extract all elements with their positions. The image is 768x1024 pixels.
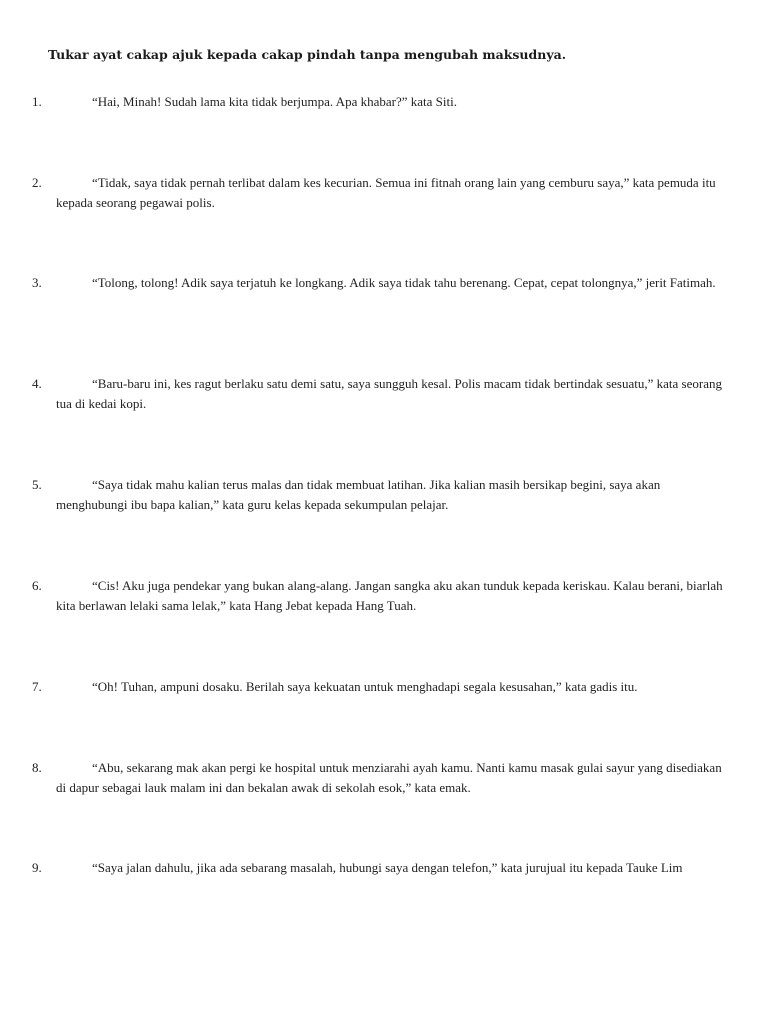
question-text: “Oh! Tuhan, ampuni dosaku. Berilah saya kekuatan untuk menghadapi segala kesusahan,” kata gadis itu. [92, 679, 638, 694]
question-number: 2. [32, 175, 42, 190]
question-number: 9. [32, 860, 42, 875]
question-text: “Abu, sekarang mak akan pergi ke hospital untuk menziarahi ayah kamu. Nanti kamu masak gulai sayur yang disediakan di dapur sebagai lauk malam ini dan bekalan awak di sekolah esok,” kata emak. [56, 760, 722, 795]
question-number: 6. [32, 578, 42, 593]
question-text: “Tidak, saya tidak pernah terlibat dalam kes kecurian. Semua ini fitnah orang lain yang cemburu saya,” kata pemuda itu kepada seorang pegawai polis. [56, 175, 716, 210]
question-number: 3. [32, 275, 42, 290]
question-text: “Saya tidak mahu kalian terus malas dan tidak membuat latihan. Jika kalian masih bersikap begini, saya akan menghubungi ibu bapa kalian,” kata guru kelas kepada sekumpulan pelajar. [56, 477, 661, 512]
worksheet-instruction: Tukar ayat cakap ajuk kepada cakap pindah tanpa mengubah maksudnya. [48, 47, 567, 62]
question-text: “Saya jalan dahulu, jika ada sebarang masalah, hubungi saya dengan telefon,” kata jurujual itu kepada Tauke Lim [92, 860, 683, 875]
question-number: 7. [32, 679, 42, 694]
question-text: “Tolong, tolong! Adik saya terjatuh ke longkang. Adik saya tidak tahu berenang. Cepat, cepat tolongnya,” jerit Fatimah. [92, 275, 716, 290]
question-number: 8. [32, 760, 42, 775]
question-text: “Cis! Aku juga pendekar yang bukan alang-alang. Jangan sangka aku akan tunduk kepada keriskau. Kalau berani, biarlah kita berlawan lelaki sama lelak,” kata Hang Jebat kepada Hang Tuah. [56, 578, 723, 613]
question-text: “Baru-baru ini, kes ragut berlaku satu demi satu, saya sungguh kesal. Polis macam tidak bertindak sesuatu,” kata seorang tua di kedai kopi. [56, 376, 722, 411]
question-number: 4. [32, 376, 42, 391]
question-text: “Hai, Minah! Sudah lama kita tidak berjumpa. Apa khabar?” kata Siti. [92, 94, 457, 109]
question-number: 5. [32, 477, 42, 492]
question-number: 1. [32, 94, 42, 109]
